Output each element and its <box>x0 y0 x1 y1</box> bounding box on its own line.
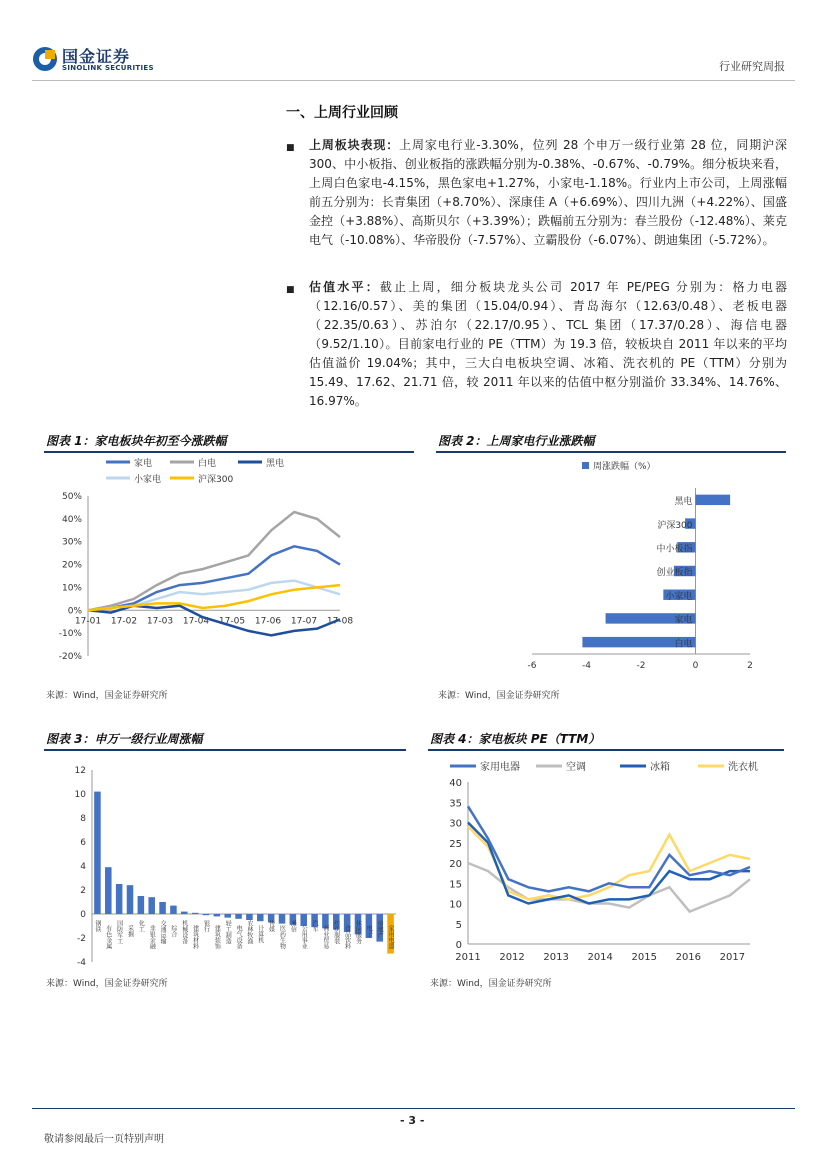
bar <box>214 914 221 916</box>
series-line-白电 <box>88 512 340 610</box>
footer-divider <box>32 1108 795 1109</box>
y-tick-label: 6 <box>80 838 86 848</box>
x-tick-label: -6 <box>527 661 537 671</box>
category-label: 电气设备 <box>235 925 243 949</box>
category-label: 采掘 <box>126 925 134 937</box>
category-label: 家电 <box>674 615 693 626</box>
y-tick-label: 4 <box>80 862 86 872</box>
figure-2-source: 来源：Wind，国金证券研究所 <box>438 691 560 701</box>
y-tick-label: 50% <box>61 492 82 502</box>
y-tick-label: 15 <box>449 879 462 891</box>
paragraph-label: 上周板块表现： <box>309 138 400 152</box>
category-label: 商业贸易 <box>321 925 329 949</box>
bar <box>696 495 731 505</box>
x-tick-label: 2016 <box>675 952 702 963</box>
y-tick-label: 0 <box>455 940 462 951</box>
y-tick-label: 8 <box>80 814 86 824</box>
x-tick-label: 2 <box>747 661 753 671</box>
x-tick-label: 17-05 <box>218 616 246 627</box>
category-label: 电子 <box>365 925 373 937</box>
x-tick-label: 17-08 <box>326 616 354 627</box>
category-label: 传媒 <box>267 920 275 932</box>
figure-1-rule <box>44 451 414 453</box>
y-tick-label: 30% <box>61 537 82 548</box>
bar <box>170 906 177 914</box>
category-label: 机械设备 <box>180 920 188 944</box>
y-tick-label: 20% <box>61 560 82 571</box>
y-tick-label: 40% <box>61 514 82 525</box>
y-tick-label: 10% <box>61 583 82 594</box>
bullet-icon: ■ <box>286 285 295 295</box>
report-type: 行业研究周报 <box>719 60 785 73</box>
legend-swatch <box>582 462 589 469</box>
legend-label: 家用电器 <box>480 762 520 773</box>
y-tick-label: 10 <box>449 899 462 911</box>
x-tick-label: -4 <box>582 661 591 671</box>
brand-name-en: SINOLINK SECURITIES <box>62 64 154 72</box>
bar <box>138 896 145 914</box>
series-line-沪深300 <box>88 585 340 610</box>
x-tick-label: 17-03 <box>146 616 174 627</box>
x-tick-label: 2014 <box>587 952 613 963</box>
paragraph-valuation <box>309 278 787 411</box>
paragraph-text: 上周家电行业-3.30%，位列 28 个申万一级行业第 28 位，同期沪深 300、中小板指、创业板指的涨跌幅分别为-0.38%、-0.67%、-0.79%。细分板块来看，上周白色家电-4.15%，黑色家电+1.27%，小家电-1.18%。行业内上市公司，上周涨幅前五分别为：长青集团（+8.70%）、深康佳 A（+6.69%）、四川九洲（+4.22%）、国盛金控（+3.88%）、高斯贝尔（+3.39%）；跌幅前五分别为：春兰股份（-12.48%）、莱克电气（-10.08%）、华帝股份（-7.57%）、立霸股份（-6.07%）、朗迪集团（-5.72%）。 <box>309 138 787 247</box>
chart-ytd-performance <box>40 454 418 680</box>
category-label: 交通运输 <box>159 920 167 944</box>
category-label: 计算机 <box>256 925 264 943</box>
figure-1-source: 来源：Wind，国金证券研究所 <box>46 691 168 701</box>
x-tick-label: 17-01 <box>74 616 102 627</box>
legend-label: 白电 <box>198 459 217 469</box>
category-label: 汽车 <box>311 920 319 932</box>
bar <box>94 792 101 914</box>
category-label: 化工 <box>137 920 145 932</box>
category-label: 房地产 <box>376 920 384 938</box>
category-label: 中小板指 <box>656 544 693 555</box>
x-tick-label: 17-04 <box>182 616 210 627</box>
category-label: 钢铁 <box>93 920 101 932</box>
y-tick-label: -20% <box>58 652 82 662</box>
y-tick-label: 35 <box>449 798 462 810</box>
category-label: 综合 <box>169 925 177 937</box>
category-label: 小家电 <box>665 591 693 602</box>
legend-label: 黑电 <box>266 459 285 469</box>
y-tick-label: 10 <box>74 790 86 800</box>
bar <box>116 884 123 914</box>
bar <box>279 914 286 924</box>
category-label: 食品饮料 <box>343 925 351 949</box>
x-tick-label: 2015 <box>631 952 657 963</box>
figure-3-source: 来源：Wind，国金证券研究所 <box>46 979 168 989</box>
y-tick-label: 5 <box>455 919 462 931</box>
x-tick-label: 17-06 <box>254 616 282 627</box>
section-title: 一、上周行业回顾 <box>286 105 398 121</box>
figure-4-title: 图表 4：家电板块 PE（TTM） <box>430 732 601 746</box>
category-label: 黑电 <box>674 497 693 508</box>
x-tick-label: -2 <box>636 661 646 671</box>
category-label: 家用电器 <box>387 925 395 949</box>
category-label: 有色金属 <box>104 925 112 949</box>
bar <box>192 913 199 914</box>
legend-label: 沪深300 <box>198 475 234 485</box>
figure-3-title: 图表 3：申万一级行业周涨幅 <box>46 732 203 746</box>
chart-industry-weekly <box>44 752 406 970</box>
y-tick-label: 20 <box>449 859 462 870</box>
category-label: 建筑装饰 <box>213 925 221 949</box>
y-tick-label: 12 <box>74 766 86 776</box>
bar <box>181 912 188 914</box>
disclaimer: 敬请参阅最后一页特别声明 <box>44 1134 164 1145</box>
x-tick-label: 17-02 <box>110 616 138 627</box>
page-number: - 3 - <box>400 1114 425 1127</box>
y-tick-label: -10% <box>58 629 82 640</box>
legend-label: 冰箱 <box>650 762 670 773</box>
legend-label: 小家电 <box>134 475 162 485</box>
figure-4-rule <box>428 749 784 751</box>
paragraph-text: 截止上周，细分板块龙头公司 2017 年 PE/PEG 分别为：格力电器（12.16/0.57）、美的集团（15.04/0.94）、青岛海尔（12.63/0.48）、老板电器（22.35/0.63）、苏泊尔（22.17/0.95）、TCL 集团（17.37/0.28）、海信电器（9.52/1.10）。目前家电行业的 PE（TTM）为 19.3 倍，较板块自 2011 年以来的平均估值溢价 19.04%；其中，三大白电板块空调、冰箱、洗衣机的 PE（TTM）分别为 15.49、17.62、21.71 倍，较 2011 年以来的估值中枢分别溢价 33.34%、14.76%、16.97%。 <box>309 280 787 408</box>
legend-label: 周涨跌幅（%） <box>593 462 656 472</box>
bar <box>148 897 155 914</box>
category-label: 非银金融 <box>148 925 156 949</box>
bar <box>203 914 210 915</box>
x-tick-label: 2017 <box>719 952 746 963</box>
x-tick-label: 0 <box>692 661 699 671</box>
x-tick-label: 2011 <box>455 952 481 963</box>
y-tick-label: 2 <box>80 886 86 896</box>
x-tick-label: 2013 <box>543 952 569 963</box>
x-tick-label: 17-07 <box>290 616 318 627</box>
bullet-icon: ■ <box>286 143 295 153</box>
bar <box>224 914 231 918</box>
y-tick-label: 30 <box>449 818 462 830</box>
y-tick-label: -2 <box>77 934 86 944</box>
category-label: 创业板指 <box>656 568 693 579</box>
bar <box>159 902 166 914</box>
figure-2-rule <box>436 451 786 453</box>
category-label: 休闲服务 <box>354 920 362 944</box>
category-label: 白电 <box>674 639 693 650</box>
category-label: 通信 <box>289 920 297 932</box>
category-label: 公用事业 <box>300 925 308 949</box>
header-divider <box>32 80 795 81</box>
figure-1-title: 图表 1：家电板块年初至今涨跌幅 <box>46 434 227 448</box>
category-label: 银行 <box>202 920 210 932</box>
figure-4-source: 来源：Wind，国金证券研究所 <box>430 979 552 989</box>
category-label: 医药生物 <box>278 925 286 949</box>
chart-weekly-change <box>436 454 788 680</box>
category-label: 轻工制造 <box>224 920 232 944</box>
legend-label: 空调 <box>566 762 586 773</box>
category-label: 建筑材料 <box>191 925 199 949</box>
y-tick-label: -4 <box>77 958 86 968</box>
bar <box>235 914 242 919</box>
y-tick-label: 0 <box>80 910 86 920</box>
bar <box>127 885 134 914</box>
chart-pe-ttm <box>428 752 784 970</box>
y-tick-label: 25 <box>449 838 462 850</box>
logo-icon <box>32 46 58 72</box>
category-label: 纺织服装 <box>332 920 340 944</box>
figure-2-title: 图表 2：上周家电行业涨跌幅 <box>438 434 595 448</box>
brand-name: 国金证券 <box>62 47 131 66</box>
paragraph-sector-performance <box>309 136 787 250</box>
y-tick-label: 40 <box>449 778 462 789</box>
y-tick-label: 0% <box>67 606 82 617</box>
paragraph-label: 估值水平： <box>309 280 380 294</box>
bar <box>257 914 264 921</box>
legend-label: 家电 <box>134 459 153 469</box>
x-tick-label: 2012 <box>499 952 525 963</box>
figure-3-rule <box>44 749 406 751</box>
category-label: 国防军工 <box>115 920 123 944</box>
category-label: 农林牧渔 <box>245 920 253 944</box>
category-label: 沪深300 <box>657 520 693 531</box>
legend-label: 洗衣机 <box>728 762 758 773</box>
bar <box>105 867 112 914</box>
